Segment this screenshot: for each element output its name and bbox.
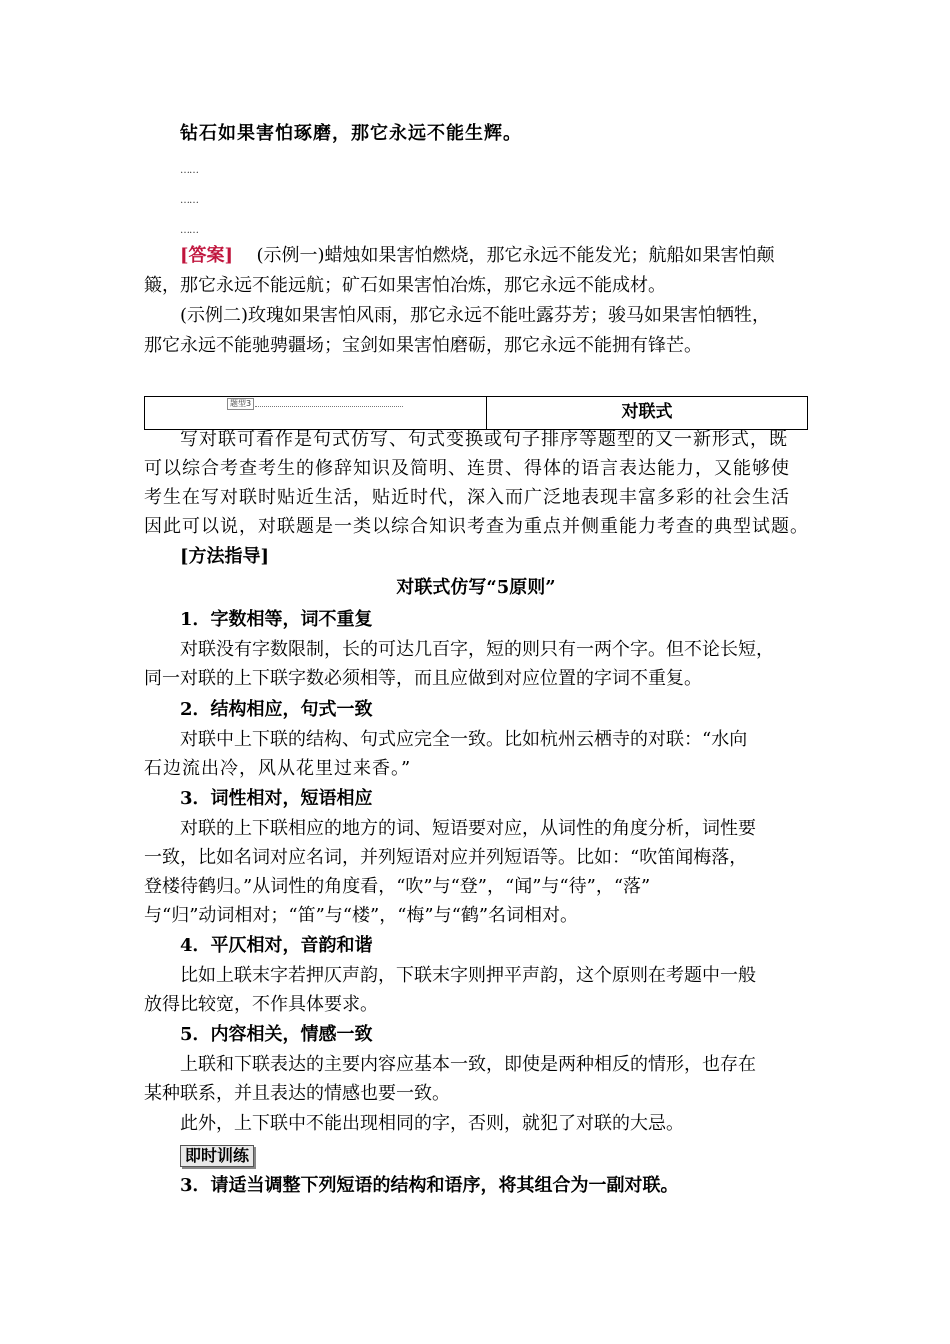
question-text: 3．请适当调整下列短语的结构和语序，将其组合为一副对联。 [180,1175,679,1196]
principle-text: 同一对联的上下联字数必须相等，而且应做到对应位置的字词不重复。 [144,668,702,689]
principle-heading: 5．内容相关，情感一致 [180,1024,373,1045]
principle-text: 比如上联末字若押仄声韵，下联末字则押平声韵，这个原则在考题中一般 [180,965,756,986]
intro-line-3: 考生在写对联时贴近生活，贴近时代，深入而广泛地表现丰富多彩的社会生活 [144,487,790,508]
principle-heading: 1．字数相等，词不重复 [180,609,373,630]
intro-line-1: 写对联可看作是句式仿写、句式变换或句子排序等题型的又一新形式，既 [180,429,788,450]
training-label-row [180,1142,808,1170]
ellipsis-2: …… [180,195,198,206]
method-label: [方法指导] [180,546,270,567]
section-type-tag: 题型3 [227,398,254,410]
intro-line-2: 可以综合考查考生的修辞知识及简明、连贯、得体的语言表达能力，又能够使 [144,458,790,479]
principle-text: 与“归”动词相对；“笛”与“楼”，“梅”与“鹤”名词相对。 [144,905,579,926]
section-header-left-cell [145,397,487,429]
answer-tag: [答案] [180,245,234,266]
answer-example1-text: (示例一)蜡烛如果害怕燃烧，那它永远不能发光；航船如果害怕颠 [256,245,775,266]
principle-text: 对联的上下联相应的地方的词、短语要对应，从词性的角度分析，词性要 [180,818,756,839]
principle-text: 放得比较宽，不作具体要求。 [144,994,378,1015]
section-title: 对联式 [621,402,673,422]
principle-text: 上联和下联表达的主要内容应基本一致，即使是两种相反的情形，也存在 [180,1054,756,1075]
principle-text: 对联没有字数限制，长的可达几百字，短的则只有一两个字。但不论长短， [180,639,774,660]
answer-line-1 [180,242,808,270]
principle-heading: 3．词性相对，短语相应 [180,788,373,809]
ellipsis-1: …… [180,165,198,176]
answer-line-2: 簸，那它永远不能远航；矿石如果害怕冶炼，那它永远不能成材。 [144,275,666,296]
ellipsis-3: …… [180,225,198,236]
intro-line-4: 因此可以说，对联题是一类以综合知识考查为重点并侧重能力考查的典型试题。 [144,516,809,537]
closing-note: 此外，上下联中不能出现相同的字，否则，就犯了对联的大忌。 [180,1113,684,1134]
dotted-divider [255,406,403,407]
principles-title: 对联式仿写“5原则” [396,577,556,598]
principle-text: 石边流出冷，风从花里过来香。” [144,758,412,779]
answer-line-4: 那它永远不能驰骋疆场；宝剑如果害怕磨砺，那它永远不能拥有锋芒。 [144,335,702,356]
principle-text: 某种联系，并且表达的情感也要一致。 [144,1083,450,1104]
principle-heading: 4．平仄相对，音韵和谐 [180,935,373,956]
principle-text: 登楼待鹤归。”从词性的角度看，“吹”与“登”，“闻”与“待”，“落” [144,876,651,897]
answer-line-3: (示例二)玫瑰如果害怕风雨，那它永远不能吐露芬芳；骏马如果害怕牺牲， [180,305,771,326]
principle-heading: 2．结构相应，句式一致 [180,699,373,720]
training-label: 即时训练 [180,1145,254,1167]
section-header-table [144,396,808,430]
example-line: 钻石如果害怕琢磨，那它永远不能生辉。 [180,123,522,144]
principle-text: 一致，比如名词对应名词，并列短语对应并列短语等。比如：“吹笛闻梅落， [144,847,748,868]
principle-text: 对联中上下联的结构、句式应完全一致。比如杭州云栖寺的对联：“水向 [180,729,748,750]
